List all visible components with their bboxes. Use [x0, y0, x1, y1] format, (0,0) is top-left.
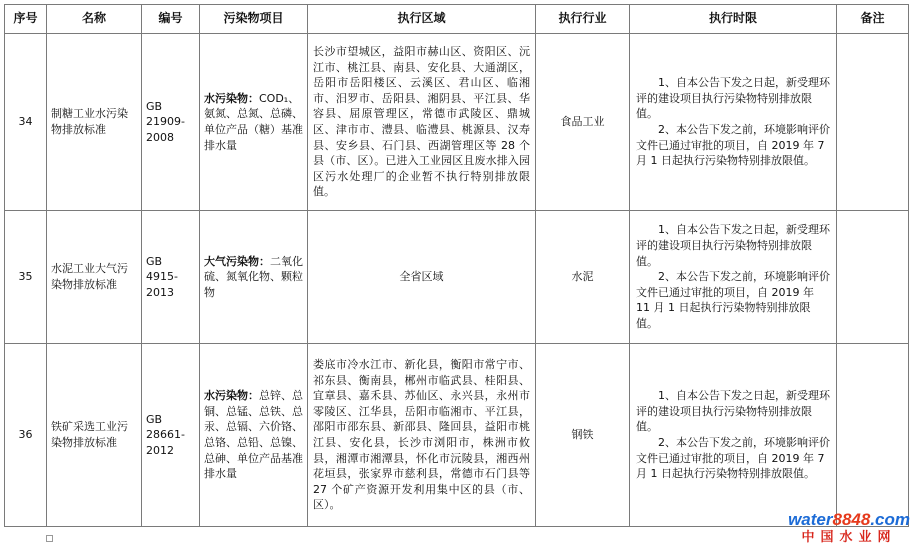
deadline-item-1: 1、自本公告下发之日起，新受理环评的建设项目执行污染物特别排放限值。 — [636, 223, 830, 268]
watermark-chinese: 中国水业网 — [801, 529, 897, 544]
row-no: 36 — [5, 344, 47, 527]
pollutant-type: 大气污染物： — [204, 254, 270, 268]
pollutant-items: 二氧化硫、氮氧化物、颗粒物 — [204, 254, 303, 299]
deadline-item-2: 2、本公告下发之前，环境影响评价文件已通过审批的项目，自 2019 年 11 月 1 日起执行污染物特别排放限值。 — [636, 270, 830, 330]
header-name: 名称 — [47, 5, 142, 34]
row-industry: 钢铁 — [536, 344, 630, 527]
deadline-item-2: 2、本公告下发之前，环境影响评价文件已通过审批的项目，自 2019 年 7 月 1 日起执行污染物特别排放限值。 — [636, 123, 830, 168]
pollutant-items: COD₁、氨氮、总氮、总磷、单位产品（糖）基准排水量 — [204, 91, 303, 152]
row-industry: 食品工业 — [536, 34, 630, 211]
watermark-brand: water8848.com — [788, 510, 910, 529]
row-note — [837, 211, 909, 344]
row-code: GB 21909-2008 — [142, 34, 200, 211]
header-industry: 执行行业 — [536, 5, 630, 34]
row-deadline — [630, 211, 837, 344]
row-area: 全省区域 — [308, 211, 536, 344]
row-pollutants — [200, 211, 308, 344]
row-area: 长沙市望城区，益阳市赫山区、资阳区、沅江市、桃江县、南县、安化县、大通湖区，岳阳市岳阳楼区、云溪区、君山区、临湘市、汨罗市、岳阳县、湘阴县、平江县、华容县、屈原管理区，常德市武陵区、鼎城区、津市市、澧县、临澧县、桃源县、汉寿县、安乡县、石门县、西湖管理区等 28 个县（市、区）。已进入工业园区且废水排入园区污水处理厂的企业暂不执行特别排放限值。 — [308, 34, 536, 211]
table-row — [5, 34, 909, 211]
row-note — [837, 344, 909, 527]
pollutant-items: 总锌、总铜、总锰、总铁、总汞、总镉、六价铬、总铬、总铅、总镍、总砷、单位产品基准排水量 — [204, 389, 303, 481]
table-anchor-icon — [46, 535, 53, 542]
row-code: GB 4915-2013 — [142, 211, 200, 344]
row-no: 34 — [5, 34, 47, 211]
row-name: 铁矿采选工业污染物排放标准 — [47, 344, 142, 527]
standards-table — [4, 4, 909, 527]
deadline-item-1: 1、自本公告下发之日起，新受理环评的建设项目执行污染物特别排放限值。 — [636, 76, 830, 121]
row-industry: 水泥 — [536, 211, 630, 344]
header-area: 执行区域 — [308, 5, 536, 34]
row-area: 娄底市冷水江市、新化县，衡阳市常宁市、祁东县、衡南县，郴州市临武县、桂阳县、宜章县、嘉禾县、苏仙区、永兴县，永州市零陵区、江华县，岳阳市临湘市、平江县，邵阳市邵东县、新邵县、隆回县，益阳市桃江县、安化县，长沙市浏阳市，株洲市攸县，湘潭市湘潭县，怀化市沅陵县，湘西州花垣县，张家界市慈利县，常德市石门县等 27 个矿产资源开发利用集中区的县（市、区）。 — [308, 344, 536, 527]
row-name: 水泥工业大气污染物排放标准 — [47, 211, 142, 344]
row-name: 制糖工业水污染物排放标准 — [47, 34, 142, 211]
header-code: 编号 — [142, 5, 200, 34]
row-deadline — [630, 34, 837, 211]
header-note: 备注 — [837, 5, 909, 34]
row-no: 35 — [5, 211, 47, 344]
header-no: 序号 — [5, 5, 47, 34]
table-row — [5, 211, 909, 344]
deadline-item-1: 1、自本公告下发之日起，新受理环评的建设项目执行污染物特别排放限值。 — [636, 389, 830, 434]
header-row — [5, 5, 909, 34]
row-note — [837, 34, 909, 211]
row-code: GB 28661-2012 — [142, 344, 200, 527]
header-deadline: 执行时限 — [630, 5, 837, 34]
watermark-logo — [788, 511, 910, 544]
row-pollutants — [200, 344, 308, 527]
pollutant-type: 水污染物： — [204, 389, 259, 403]
header-pollutants: 污染物项目 — [200, 5, 308, 34]
row-pollutants — [200, 34, 308, 211]
deadline-item-2: 2、本公告下发之前，环境影响评价文件已通过审批的项目，自 2019 年 7 月 1 日起执行污染物特别排放限值。 — [636, 436, 830, 481]
table-row — [5, 344, 909, 527]
row-deadline — [630, 344, 837, 527]
pollutant-type: 水污染物： — [204, 91, 259, 105]
